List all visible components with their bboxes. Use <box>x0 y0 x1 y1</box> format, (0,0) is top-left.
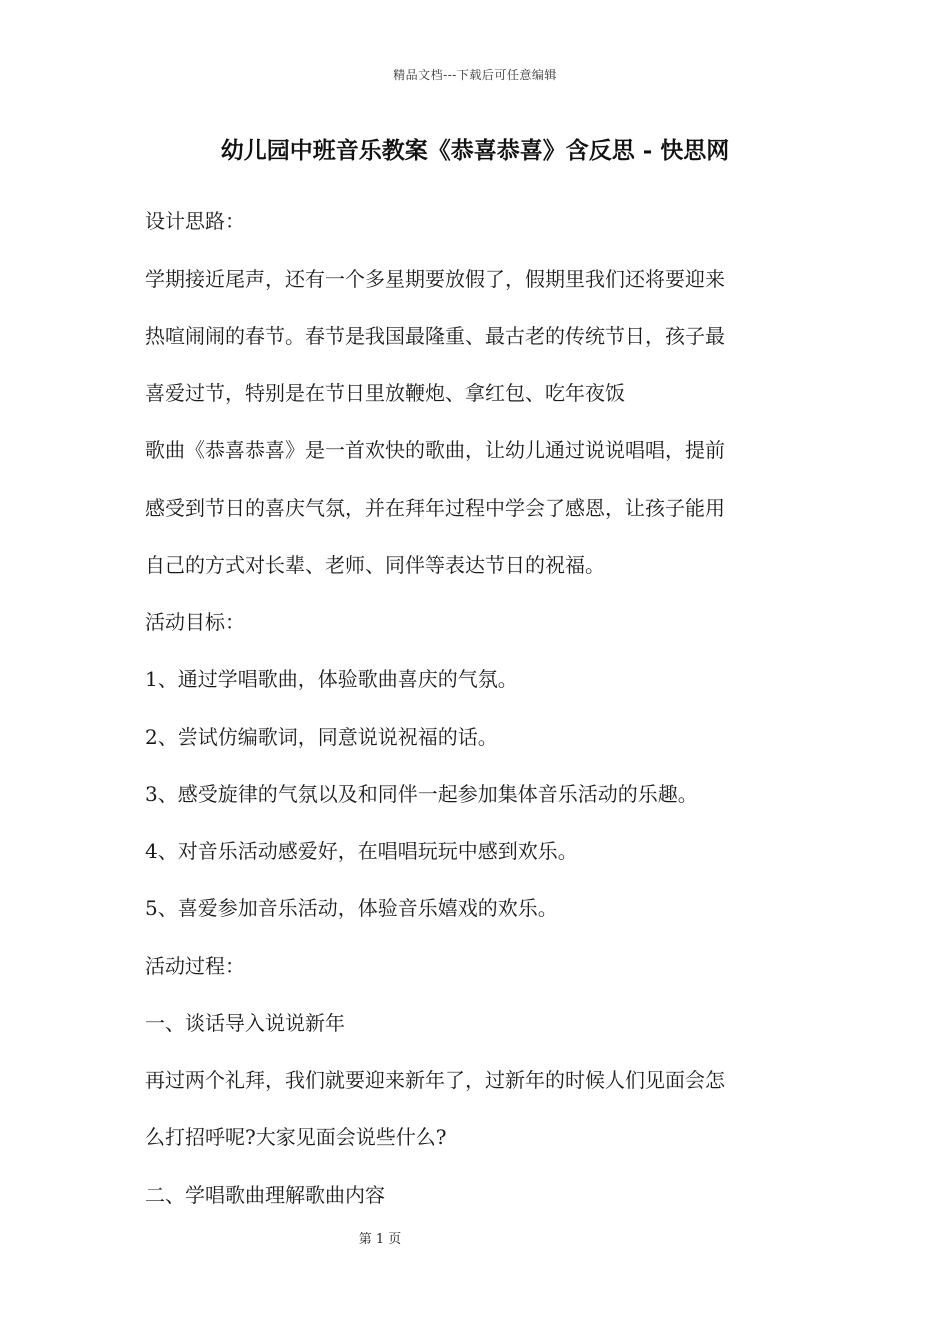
paragraph-line: 再过两个礼拜，我们就要迎来新年了，过新年的时候人们见面会怎 <box>145 1068 725 1092</box>
page-title: 幼儿园中班音乐教案《恭喜恭喜》含反思 - 快思网 <box>220 137 730 164</box>
page-number: 第 1 页 <box>358 1232 402 1247</box>
section-heading-design-idea: 设计思路： <box>145 209 245 233</box>
paragraph-line: 喜爱过节，特别是在节日里放鞭炮、拿红包、吃年夜饭 <box>145 381 625 405</box>
header-note: 精品文档---下载后可任意编辑 <box>393 68 557 82</box>
list-item: 5、喜爱参加音乐活动，体验音乐嬉戏的欢乐。 <box>145 896 558 920</box>
paragraph-line: 自己的方式对长辈、老师、同伴等表达节日的祝福。 <box>145 553 605 577</box>
subsection-heading: 一、谈话导入说说新年 <box>145 1011 345 1035</box>
section-heading-goals: 活动目标： <box>145 610 245 634</box>
paragraph-line: 感受到节日的喜庆气氛，并在拜年过程中学会了感恩，让孩子能用 <box>145 496 725 520</box>
list-item: 2、尝试仿编歌词，同意说说祝福的话。 <box>145 725 498 749</box>
section-heading-process: 活动过程： <box>145 954 245 978</box>
paragraph-line: 学期接近尾声，还有一个多星期要放假了，假期里我们还将要迎来 <box>145 267 725 291</box>
paragraph-line: 热喧闹闹的春节。春节是我国最隆重、最古老的传统节日，孩子最 <box>145 324 725 348</box>
paragraph-line: 么打招呼呢?大家见面会说些什么? <box>145 1125 447 1149</box>
list-item: 1、通过学唱歌曲，体验歌曲喜庆的气氛。 <box>145 667 518 691</box>
subsection-heading: 二、学唱歌曲理解歌曲内容 <box>145 1183 385 1207</box>
paragraph-line: 歌曲《恭喜恭喜》是一首欢快的歌曲，让幼儿通过说说唱唱，提前 <box>145 438 725 462</box>
list-item: 3、感受旋律的气氛以及和同伴一起参加集体音乐活动的乐趣。 <box>145 782 698 806</box>
list-item: 4、对音乐活动感爱好，在唱唱玩玩中感到欢乐。 <box>145 839 578 863</box>
